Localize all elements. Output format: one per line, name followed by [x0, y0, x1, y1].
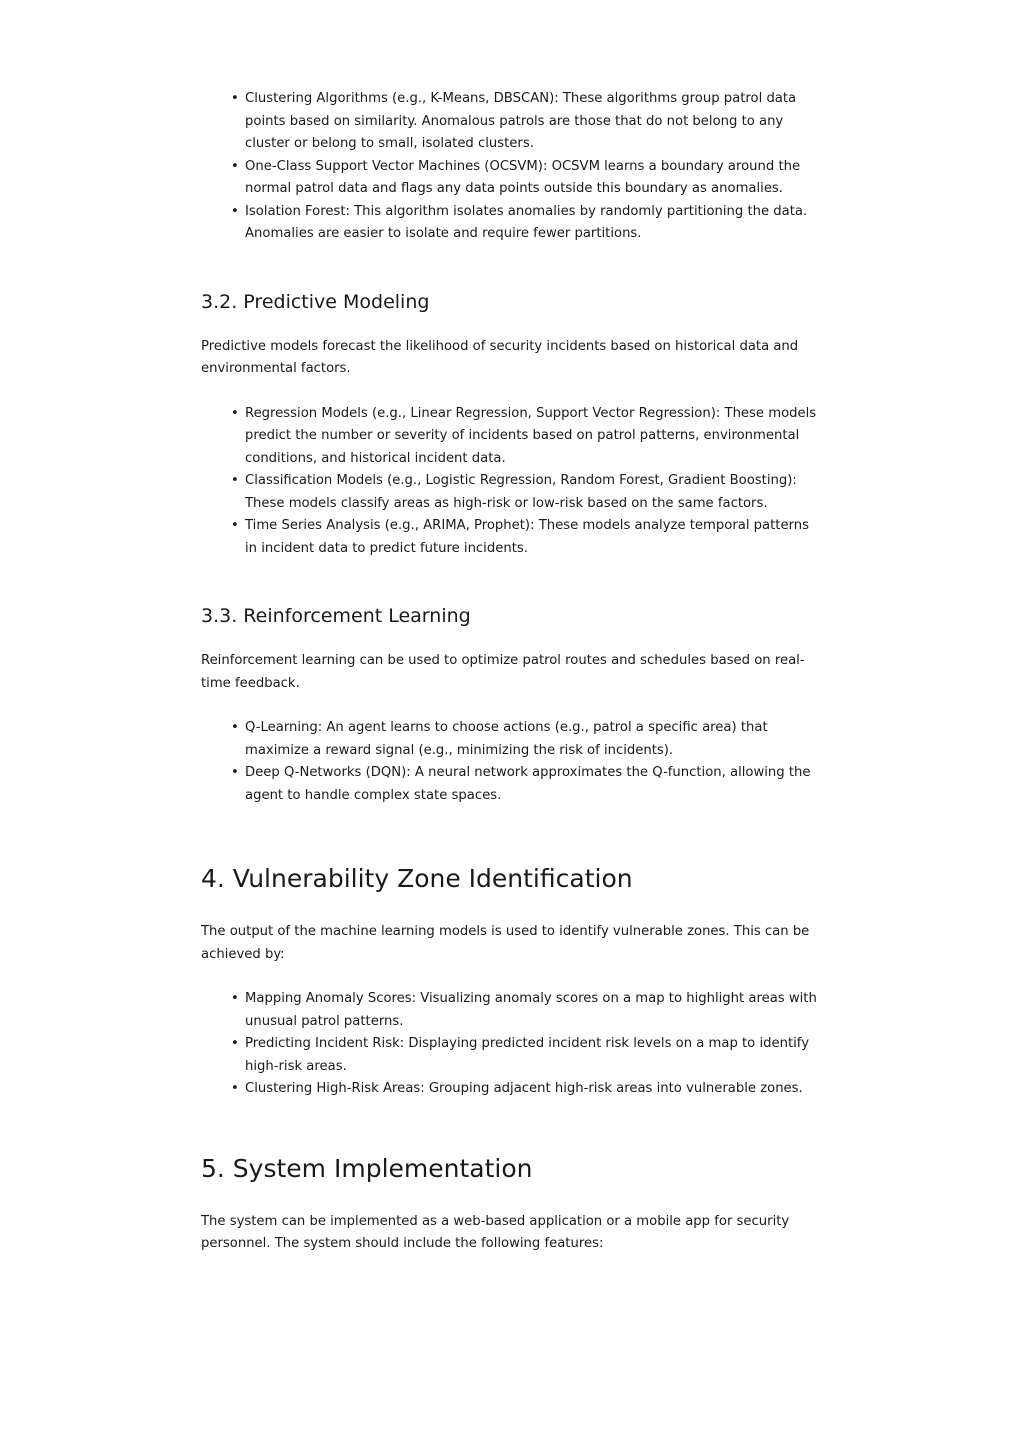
list-item: • Isolation Forest: This algorithm isolates anomalies by randomly partitioning the data. Anomalies are easier to isolate and require fewer partitions. [245, 201, 821, 246]
reinforcement-methods-list [201, 717, 821, 807]
section-heading-4: 4. Vulnerability Zone Identification [201, 864, 633, 893]
list-item: • Clustering High-Risk Areas: Grouping adjacent high-risk areas into vulnerable zones. [245, 1078, 821, 1101]
document-page [201, 88, 821, 1256]
anomaly-methods-list [201, 88, 821, 246]
list-item: • Predicting Incident Risk: Displaying predicted incident risk levels on a map to identify high-risk areas. [245, 1033, 821, 1078]
list-item: • Classification Models (e.g., Logistic Regression, Random Forest, Gradient Boosting): These models classify areas as high-risk or low-risk based on the same factors. [245, 470, 821, 515]
list-item: • Regression Models (e.g., Linear Regression, Support Vector Regression): These models predict the number or severity of incidents based on patrol patterns, environmental conditions, and historical incident data. [245, 403, 821, 471]
section-paragraph: Reinforcement learning can be used to optimize patrol routes and schedules based on real-time feedback. [201, 653, 805, 691]
section-paragraph: The output of the machine learning models is used to identify vulnerable zones. This can be achieved by: [201, 924, 810, 962]
list-item: • Mapping Anomaly Scores: Visualizing anomaly scores on a map to highlight areas with unusual patrol patterns. [245, 988, 821, 1033]
section-heading-5: 5. System Implementation [201, 1153, 533, 1183]
section-paragraph: Predictive models forecast the likelihood of security incidents based on historical data and environmental factors. [201, 338, 799, 376]
list-item: • Q-Learning: An agent learns to choose actions (e.g., patrol a specific area) that maximize a reward signal (e.g., minimizing the risk of incidents). [245, 717, 821, 762]
section-heading-3-2: 3.2. Predictive Modeling [201, 290, 430, 313]
list-item: • Time Series Analysis (e.g., ARIMA, Prophet): These models analyze temporal patterns in incident data to predict future incidents. [245, 515, 821, 560]
section-paragraph: The system can be implemented as a web-based application or a mobile app for security personnel. The system should include the following features: [201, 1213, 790, 1251]
list-item: • Deep Q-Networks (DQN): A neural network approximates the Q-function, allowing the agent to handle complex state spaces. [245, 762, 821, 807]
list-item: • Clustering Algorithms (e.g., K-Means, DBSCAN): These algorithms group patrol data points based on similarity. Anomalous patrols are those that do not belong to any cluster or belong to small, isolated clusters. [245, 88, 821, 156]
section-heading-3-3: 3.3. Reinforcement Learning [201, 605, 471, 627]
list-item: • One-Class Support Vector Machines (OCSVM): OCSVM learns a boundary around the normal patrol data and flags any data points outside this boundary as anomalies. [245, 156, 821, 201]
zone-identification-list [201, 988, 821, 1101]
predictive-models-list [201, 403, 821, 561]
